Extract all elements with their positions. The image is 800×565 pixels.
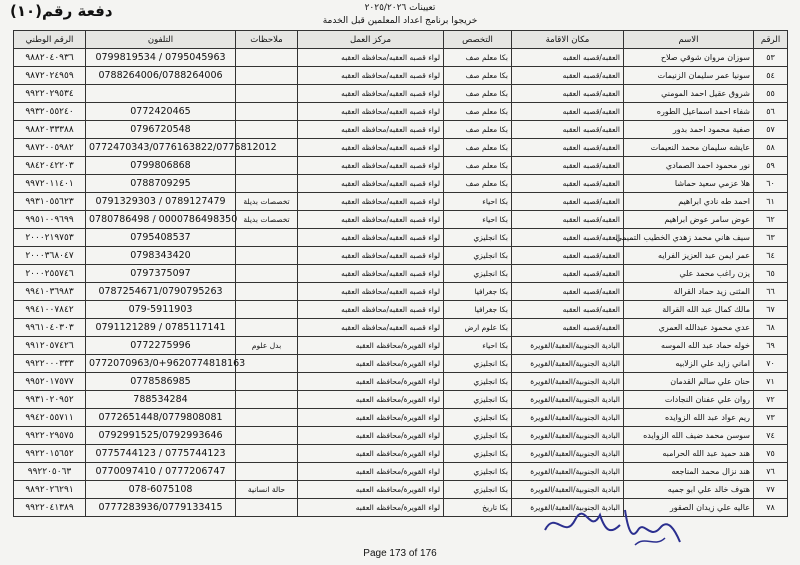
cell-nid: ٩٨٨٢٠٣٣٣٨٨ [14, 121, 86, 139]
cell-no: ٧٠ [754, 355, 788, 373]
column-header: التخصص [444, 31, 512, 49]
cell-res: العقبه/قصبه العقبه [512, 301, 624, 319]
cell-spec: بكا احياء [444, 337, 512, 355]
cell-phone: 0788709295 [86, 175, 236, 193]
cell-spec: بكا معلم صف [444, 157, 512, 175]
cell-spec: بكا انجليزي [444, 355, 512, 373]
cell-res: البادية الجنوبية/العقبة/القويرة [512, 409, 624, 427]
cell-res: العقبه/قصبه العقبه [512, 283, 624, 301]
cell-work: لواء القويرة/محافظه العقبه [298, 499, 444, 517]
cell-res: البادية الجنوبية/العقبة/القويرة [512, 337, 624, 355]
cell-nid: ٩٨٨٢٠٤٠٩٣٦ [14, 49, 86, 67]
cell-res: العقبه/قصبه العقبه [512, 247, 624, 265]
cell-note [236, 373, 298, 391]
table-row [14, 229, 788, 247]
cell-phone: 0772470343/0776163822/0776812012 [86, 139, 236, 157]
cell-phone: 0770097410 / 0777206747 [86, 463, 236, 481]
cell-spec: بكا انجليزي [444, 463, 512, 481]
table-row [14, 355, 788, 373]
cell-no: ٥٩ [754, 157, 788, 175]
cell-note: حالة انسانية [236, 481, 298, 499]
cell-res: البادية الجنوبية/العقبة/القويرة [512, 427, 624, 445]
table-row [14, 193, 788, 211]
cell-spec: بكا معلم صف [444, 121, 512, 139]
cell-res: العقبه/قصبه العقبه [512, 193, 624, 211]
cell-name: اماني زايد علي الزلابيه [624, 355, 754, 373]
cell-nid: ٩٩٤١٠٠٧٨٤٢ [14, 301, 86, 319]
column-header: الرقم [754, 31, 788, 49]
cell-work: لواء قصبه العقبه/محافظه العقبه [298, 103, 444, 121]
cell-work: لواء قصبه العقبه/محافظه العقبه [298, 49, 444, 67]
cell-name: عايشه سليمان محمد النعيمات [624, 139, 754, 157]
cell-note [236, 409, 298, 427]
cell-spec: بكا احياء [444, 193, 512, 211]
cell-nid: ٩٩٢٢٠٤١٣٨٩ [14, 499, 86, 517]
table-row [14, 139, 788, 157]
cell-no: ٦٢ [754, 211, 788, 229]
table-row [14, 463, 788, 481]
cell-spec: بكا انجليزي [444, 445, 512, 463]
cell-work: لواء قصبه العقبه/محافظه العقبه [298, 67, 444, 85]
cell-nid: ٩٩٤٢٠٥٥٧١١ [14, 409, 86, 427]
cell-phone: 0780786498 / 0000786498350 [86, 211, 236, 229]
cell-res: البادية الجنوبية/العقبة/القويرة [512, 373, 624, 391]
cell-spec: بكا معلم صف [444, 67, 512, 85]
cell-phone: 078-6075108 [86, 481, 236, 499]
cell-name: سيف هاني محمد زهدي الخطيب التميمي [624, 229, 754, 247]
table-row [14, 445, 788, 463]
cell-no: ٦٦ [754, 283, 788, 301]
cell-note [236, 463, 298, 481]
table-row [14, 211, 788, 229]
cell-work: لواء قصبه العقبه/محافظه العقبه [298, 229, 444, 247]
cell-no: ٦٨ [754, 319, 788, 337]
cell-phone: 0796720548 [86, 121, 236, 139]
cell-note [236, 121, 298, 139]
cell-work: لواء قصبه العقبه/محافظه العقبه [298, 175, 444, 193]
cell-work: لواء القويرة/محافظه العقبه [298, 409, 444, 427]
cell-nid: ٩٨٤٢٠٤٢٢٠٣ [14, 157, 86, 175]
cell-res: العقبه/قصبه العقبه [512, 319, 624, 337]
cell-name: هند حميد عبد الله الحرامبه [624, 445, 754, 463]
cell-name: روان علي عفنان النجادات [624, 391, 754, 409]
cell-phone: 0775744123 / 0775744123 [86, 445, 236, 463]
cell-no: ٧٤ [754, 427, 788, 445]
cell-spec: بكا انجليزي [444, 247, 512, 265]
cell-nid: ٩٩٢٢٠٢٩٥٣٤ [14, 85, 86, 103]
cell-no: ٥٦ [754, 103, 788, 121]
page-footer: Page 173 of 176 [363, 548, 437, 559]
cell-phone: 0798343420 [86, 247, 236, 265]
cell-no: ٦١ [754, 193, 788, 211]
cell-nid: ٩٩٢٢٠٠٠٣٣٣ [14, 355, 86, 373]
cell-no: ٦٩ [754, 337, 788, 355]
column-header: الرقم الوطني [14, 31, 86, 49]
cell-nid: ٩٩٢٢٠١٥٦٥٢ [14, 445, 86, 463]
cell-phone: 0799819534 / 0795045963 [86, 49, 236, 67]
cell-res: البادية الجنوبية/العقبة/القويرة [512, 481, 624, 499]
cell-name: هلا عزمي سعيد حماشا [624, 175, 754, 193]
table-row [14, 121, 788, 139]
cell-res: العقبه/قصبه العقبه [512, 49, 624, 67]
cell-nid: ٢٠٠٠٣٦٨٠٤٧ [14, 247, 86, 265]
cell-nid: ٩٩٦١٠٤٠٣٠٣ [14, 319, 86, 337]
cell-spec: بكا معلم صف [444, 175, 512, 193]
cell-no: ٥٤ [754, 67, 788, 85]
cell-no: ٧٣ [754, 409, 788, 427]
column-header: الاسم [624, 31, 754, 49]
cell-note: تخصصات بديلة [236, 211, 298, 229]
cell-no: ٥٥ [754, 85, 788, 103]
cell-phone: 079-5911903 [86, 301, 236, 319]
cell-nid: ٩٩٣١٠٥٥٦٢٣ [14, 193, 86, 211]
appointments-table [13, 30, 788, 517]
cell-phone: 0772420465 [86, 103, 236, 121]
cell-name: هتوف خالد علي ابو جميه [624, 481, 754, 499]
table-row [14, 85, 788, 103]
cell-res: العقبه/قصبه العقبه [512, 229, 624, 247]
cell-nid: ٩٩٣١٠٢٠٩٥٢ [14, 391, 86, 409]
cell-note [236, 427, 298, 445]
table-header-row [14, 31, 788, 49]
column-header: مركز العمل [298, 31, 444, 49]
cell-res: البادية الجنوبية/العقبة/القويرة [512, 499, 624, 517]
cell-no: ٧٥ [754, 445, 788, 463]
cell-note [236, 445, 298, 463]
cell-spec: بكا انجليزي [444, 409, 512, 427]
table-row [14, 157, 788, 175]
table-row [14, 283, 788, 301]
cell-no: ٥٣ [754, 49, 788, 67]
cell-res: العقبه/قصبه العقبه [512, 67, 624, 85]
cell-nid: ٩٩٥٢٠١٧٥٧٧ [14, 373, 86, 391]
cell-nid: ٢٠٠٠٢١٩٧٥٣ [14, 229, 86, 247]
table-row [14, 49, 788, 67]
cell-note [236, 67, 298, 85]
cell-work: لواء القويرة/محافظه العقبه [298, 391, 444, 409]
signature [540, 500, 690, 550]
cell-note [236, 49, 298, 67]
cell-nid: ٩٩٢٢٠٢٩٥٧٥ [14, 427, 86, 445]
table-row [14, 319, 788, 337]
table-row [14, 337, 788, 355]
cell-spec: بكا انجليزي [444, 391, 512, 409]
cell-spec: بكا معلم صف [444, 103, 512, 121]
cell-note [236, 319, 298, 337]
cell-phone: 0791329303 / 0789127479 [86, 193, 236, 211]
cell-phone: 0772275996 [86, 337, 236, 355]
batch-number: دفعة رقم(١٠) [10, 2, 113, 20]
cell-note [236, 265, 298, 283]
cell-nid: ٩٩٤١٠٣٦٩٨٣ [14, 283, 86, 301]
cell-note [236, 301, 298, 319]
cell-phone: 0799806868 [86, 157, 236, 175]
cell-name: عوض سامر عوض ابراهيم [624, 211, 754, 229]
cell-work: لواء قصبه العقبه/محافظه العقبه [298, 301, 444, 319]
cell-no: ٦٥ [754, 265, 788, 283]
cell-res: العقبه/قصبه العقبه [512, 139, 624, 157]
cell-note [236, 499, 298, 517]
cell-note: بدل علوم [236, 337, 298, 355]
cell-phone: 0772651448/0779808081 [86, 409, 236, 427]
cell-work: لواء القويرة/محافظه العقبه [298, 355, 444, 373]
cell-res: البادية الجنوبية/العقبة/القويرة [512, 445, 624, 463]
cell-name: شروق عقيل احمد المومني [624, 85, 754, 103]
cell-nid: ٩٩٥١٠٠٩٦٩٩ [14, 211, 86, 229]
cell-note [236, 157, 298, 175]
cell-phone: 0787254671/0790795263 [86, 283, 236, 301]
cell-name: مالك كمال عبد الله القرالة [624, 301, 754, 319]
cell-note: تخصصات بديلة [236, 193, 298, 211]
cell-no: ٦٧ [754, 301, 788, 319]
cell-no: ٥٨ [754, 139, 788, 157]
cell-work: لواء قصبه العقبه/محافظه العقبه [298, 247, 444, 265]
cell-spec: بكا جغرافيا [444, 301, 512, 319]
table-row [14, 175, 788, 193]
cell-res: البادية الجنوبية/العقبة/القويرة [512, 355, 624, 373]
table-row [14, 301, 788, 319]
cell-work: لواء قصبه العقبه/محافظه العقبه [298, 319, 444, 337]
cell-res: العقبه/قصبه العقبه [512, 265, 624, 283]
cell-res: العقبه/قصبه العقبه [512, 121, 624, 139]
cell-name: عمر ايمن عبد العزيز الفرايه [624, 247, 754, 265]
cell-spec: بكا تاريخ [444, 499, 512, 517]
cell-name: سوسن محمد ضيف الله الزوايده [624, 427, 754, 445]
cell-nid: ٩٨٧٢٠٢٤٩٥٩ [14, 67, 86, 85]
cell-phone: 0788264006/0788264006 [86, 67, 236, 85]
cell-spec: بكا انجليزي [444, 229, 512, 247]
cell-res: البادية الجنوبية/العقبة/القويرة [512, 391, 624, 409]
cell-note [236, 283, 298, 301]
cell-spec: بكا انجليزي [444, 373, 512, 391]
cell-spec: بكا جغرافيا [444, 283, 512, 301]
cell-nid: ٩٩٢٢٠٥٠٦٣ [14, 463, 86, 481]
cell-no: ٧٦ [754, 463, 788, 481]
table-row [14, 391, 788, 409]
cell-no: ٧٧ [754, 481, 788, 499]
cell-spec: بكا معلم صف [444, 49, 512, 67]
cell-work: لواء القويرة/محافظه العقبه [298, 373, 444, 391]
document-title: تعيينات ٢٠٢٥/٢٠٢٦ [364, 3, 436, 13]
column-header: ملاحظات [236, 31, 298, 49]
cell-phone: 788534284 [86, 391, 236, 409]
cell-name: يزن راغب محمد علي [624, 265, 754, 283]
table-row [14, 427, 788, 445]
cell-name: حنان علي سالم القدمان [624, 373, 754, 391]
cell-name: شفاء احمد اسماعيل الطوره [624, 103, 754, 121]
cell-name: ريم عواد عبد الله الزوايده [624, 409, 754, 427]
cell-no: ٧٨ [754, 499, 788, 517]
table-row [14, 265, 788, 283]
cell-work: لواء قصبه العقبه/محافظه العقبه [298, 265, 444, 283]
cell-no: ٧٢ [754, 391, 788, 409]
table-row [14, 103, 788, 121]
cell-res: العقبه/قصبه العقبه [512, 85, 624, 103]
cell-nid: ٩٨٧٢٠٠٥٩٨٢ [14, 139, 86, 157]
cell-spec: بكا معلم صف [444, 85, 512, 103]
cell-note [236, 103, 298, 121]
cell-name: خوله حماد عبد الله الموسه [624, 337, 754, 355]
cell-no: ٦٠ [754, 175, 788, 193]
table-row [14, 373, 788, 391]
cell-spec: بكا علوم ارض [444, 319, 512, 337]
table-row [14, 67, 788, 85]
cell-spec: بكا انجليزي [444, 265, 512, 283]
cell-no: ٧١ [754, 373, 788, 391]
cell-no: ٦٣ [754, 229, 788, 247]
cell-phone [86, 85, 236, 103]
cell-nid: ٢٠٠٠٢٥٥٧٤٦ [14, 265, 86, 283]
cell-name: المثنى زيد حماد القرالة [624, 283, 754, 301]
cell-note [236, 229, 298, 247]
cell-work: لواء قصبه العقبه/محافظه العقبه [298, 211, 444, 229]
cell-spec: بكا معلم صف [444, 139, 512, 157]
cell-res: العقبه/قصبه العقبه [512, 211, 624, 229]
cell-note [236, 85, 298, 103]
cell-name: نور محمود احمد الصمادي [624, 157, 754, 175]
cell-work: لواء القويرة/محافظه العقبه [298, 481, 444, 499]
cell-name: عاليه علي زيدان الصقور [624, 499, 754, 517]
cell-spec: بكا انجليزي [444, 481, 512, 499]
cell-nid: ٩٩٣٢٠٥٥٢٤٠ [14, 103, 86, 121]
cell-note [236, 391, 298, 409]
cell-nid: ٩٩٧٢٠١١٤٠١ [14, 175, 86, 193]
cell-name: سوزان مروان شوقي صلاح [624, 49, 754, 67]
cell-phone: 0795408537 [86, 229, 236, 247]
cell-phone: 0792991525/0792993646 [86, 427, 236, 445]
cell-phone: 0791121289 / 0785117141 [86, 319, 236, 337]
document-subtitle: خريجوا برنامج اعداد المعلمين قبل الخدمة [322, 16, 478, 26]
cell-nid: ٩٨٩٢٠٢٦٢٩١ [14, 481, 86, 499]
cell-name: سونيا عمر سليمان الزنيمات [624, 67, 754, 85]
cell-res: البادية الجنوبية/العقبة/القويرة [512, 463, 624, 481]
cell-nid: ٩٩١٢٠٥٧٤٢٦ [14, 337, 86, 355]
cell-work: لواء قصبه العقبه/محافظه العقبه [298, 139, 444, 157]
cell-work: لواء القويرة/محافظه العقبه [298, 337, 444, 355]
cell-work: لواء القويرة/محافظه العقبه [298, 427, 444, 445]
cell-name: صفية محمود احمد بدور [624, 121, 754, 139]
cell-name: احمد طه نادي ابراهيم [624, 193, 754, 211]
cell-work: لواء قصبه العقبه/محافظه العقبه [298, 85, 444, 103]
cell-note [236, 247, 298, 265]
cell-work: لواء قصبه العقبه/محافظه العقبه [298, 157, 444, 175]
cell-res: العقبه/قصبه العقبه [512, 103, 624, 121]
cell-phone: 0778586985 [86, 373, 236, 391]
cell-name: هند نزال محمد المناجعه [624, 463, 754, 481]
cell-work: لواء قصبه العقبه/محافظه العقبه [298, 193, 444, 211]
column-header: مكان الاقامة [512, 31, 624, 49]
cell-res: العقبه/قصبه العقبه [512, 175, 624, 193]
cell-no: ٥٧ [754, 121, 788, 139]
cell-work: لواء قصبه العقبه/محافظه العقبه [298, 283, 444, 301]
column-header: التلفون [86, 31, 236, 49]
cell-phone: 0777283936/0779133415 [86, 499, 236, 517]
cell-work: لواء القويرة/محافظه العقبه [298, 463, 444, 481]
cell-phone: 0772070963/0+9620774818163 [86, 355, 236, 373]
cell-spec: بكا احياء [444, 211, 512, 229]
cell-res: العقبه/قصبه العقبه [512, 157, 624, 175]
table-row [14, 409, 788, 427]
cell-spec: بكا انجليزي [444, 427, 512, 445]
cell-work: لواء القويرة/محافظه العقبه [298, 445, 444, 463]
cell-note [236, 175, 298, 193]
cell-name: عدي محمود عبدالله العمري [624, 319, 754, 337]
cell-work: لواء قصبه العقبه/محافظه العقبه [298, 121, 444, 139]
table-row [14, 481, 788, 499]
table-row [14, 247, 788, 265]
cell-no: ٦٤ [754, 247, 788, 265]
cell-phone: 0797375097 [86, 265, 236, 283]
